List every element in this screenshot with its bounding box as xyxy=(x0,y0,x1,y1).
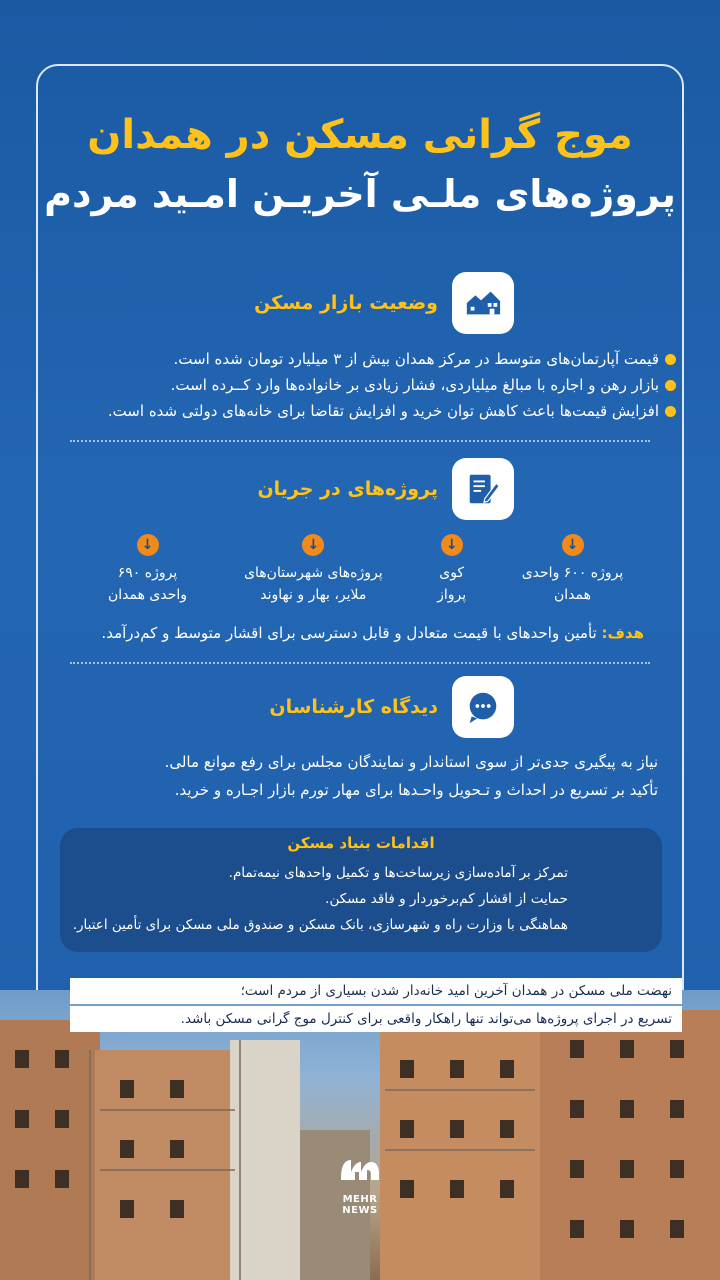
expert-line: نیاز به پیگیری جدی‌تر از سوی استاندار و نمایندگان مجلس برای رفع موانع مالی. xyxy=(164,753,658,771)
experts-section-title: دیدگاه کارشناسان xyxy=(269,696,438,718)
foundation-panel xyxy=(60,828,662,952)
goal-label: هدف: xyxy=(601,624,644,642)
projects-section-title: پروژه‌های در جریان xyxy=(257,478,438,500)
market-bullets xyxy=(36,346,676,424)
market-section-header xyxy=(254,272,514,334)
arrow-down-icon: ↓ xyxy=(302,534,324,556)
mehr-news-logo: MEHR NEWS xyxy=(330,1150,390,1216)
construction-photo xyxy=(0,990,720,1280)
footer-line-2: تسریع در اجرای پروژه‌ها می‌تواند تنها راهکار واقعی برای کنترل موج گرانی مسکن باشد. xyxy=(70,1006,682,1032)
chat-bubbles-icon xyxy=(452,676,514,738)
arrow-down-icon: ↓ xyxy=(441,534,463,556)
page-title: موج گرانی مسکن در همدان xyxy=(87,112,633,158)
foundation-line: حمایت از اقشار کم‌برخوردار و فاقد مسکن. xyxy=(325,891,568,907)
foundation-line: هماهنگی با وزارت راه و شهرسازی، بانک مسکن و صندوق ملی مسکن برای تأمین اعتبار. xyxy=(72,917,568,933)
list-item: بازار رهن و اجاره با مبالغ میلیاردی، فشار زیادی بر خانواده‌ها وارد کــرده است. xyxy=(36,372,676,398)
expert-line: تأکید بر تسریع در احداث و تـحویل واحـدها برای مهار تورم بازار اجـاره و خرید. xyxy=(174,781,658,799)
list-item: افزایش قیمت‌ها باعث کاهش توان خرید و افزایش تقاضا برای خانه‌های دولتی شده است. xyxy=(36,398,676,424)
projects-goal xyxy=(44,624,644,642)
projects-list xyxy=(80,534,640,606)
list-item: قیمت آپارتمان‌های متوسط در مرکز همدان بیش از ۳ میلیارد تومان شده است. xyxy=(36,346,676,372)
divider xyxy=(70,440,650,442)
foundation-title: اقدامات بنیاد مسکن xyxy=(287,834,435,852)
foundation-lines xyxy=(68,860,568,938)
goal-text: تأمین واحدهای با قیمت متعادل و قابل دسترسی برای اقشار متوسط و کم‌درآمد. xyxy=(101,624,597,642)
foundation-line: تمرکز بر آماده‌سازی زیرساخت‌ها و تکمیل واحدهای نیمه‌تمام. xyxy=(228,865,568,881)
divider xyxy=(70,662,650,664)
arrow-down-icon: ↓ xyxy=(137,534,159,556)
edit-document-icon xyxy=(452,458,514,520)
page-subtitle: پروژه‌های ملـی آخریـن امـید مردم xyxy=(44,172,676,216)
market-section-title: وضعیت بازار مسکن xyxy=(254,292,438,314)
arrow-down-icon: ↓ xyxy=(562,534,584,556)
project-item: ↓ پروژه‌های شهرستان‌های ملایر، بهار و نهاوند xyxy=(228,534,398,606)
mehr-logo-icon xyxy=(337,1150,383,1190)
projects-section-header xyxy=(257,458,514,520)
project-item: ↓ پروژه ۶۹۰ واحدی همدان xyxy=(80,534,215,606)
bullet-dot xyxy=(665,380,676,391)
bullet-dot xyxy=(665,406,676,417)
project-item: ↓ پروژه ۶۰۰ واحدی همدان xyxy=(505,534,640,606)
experts-section-header xyxy=(269,676,514,738)
project-item: ↓ کوی پرواز xyxy=(412,534,492,606)
buildings-illustration xyxy=(0,990,720,1280)
bullet-dot xyxy=(665,354,676,365)
houses-icon xyxy=(452,272,514,334)
experts-text xyxy=(58,748,658,804)
footer-line-1: نهضت ملی مسکن در همدان آخرین امید خانه‌دار شدن بسیاری از مردم است؛ xyxy=(70,978,682,1004)
